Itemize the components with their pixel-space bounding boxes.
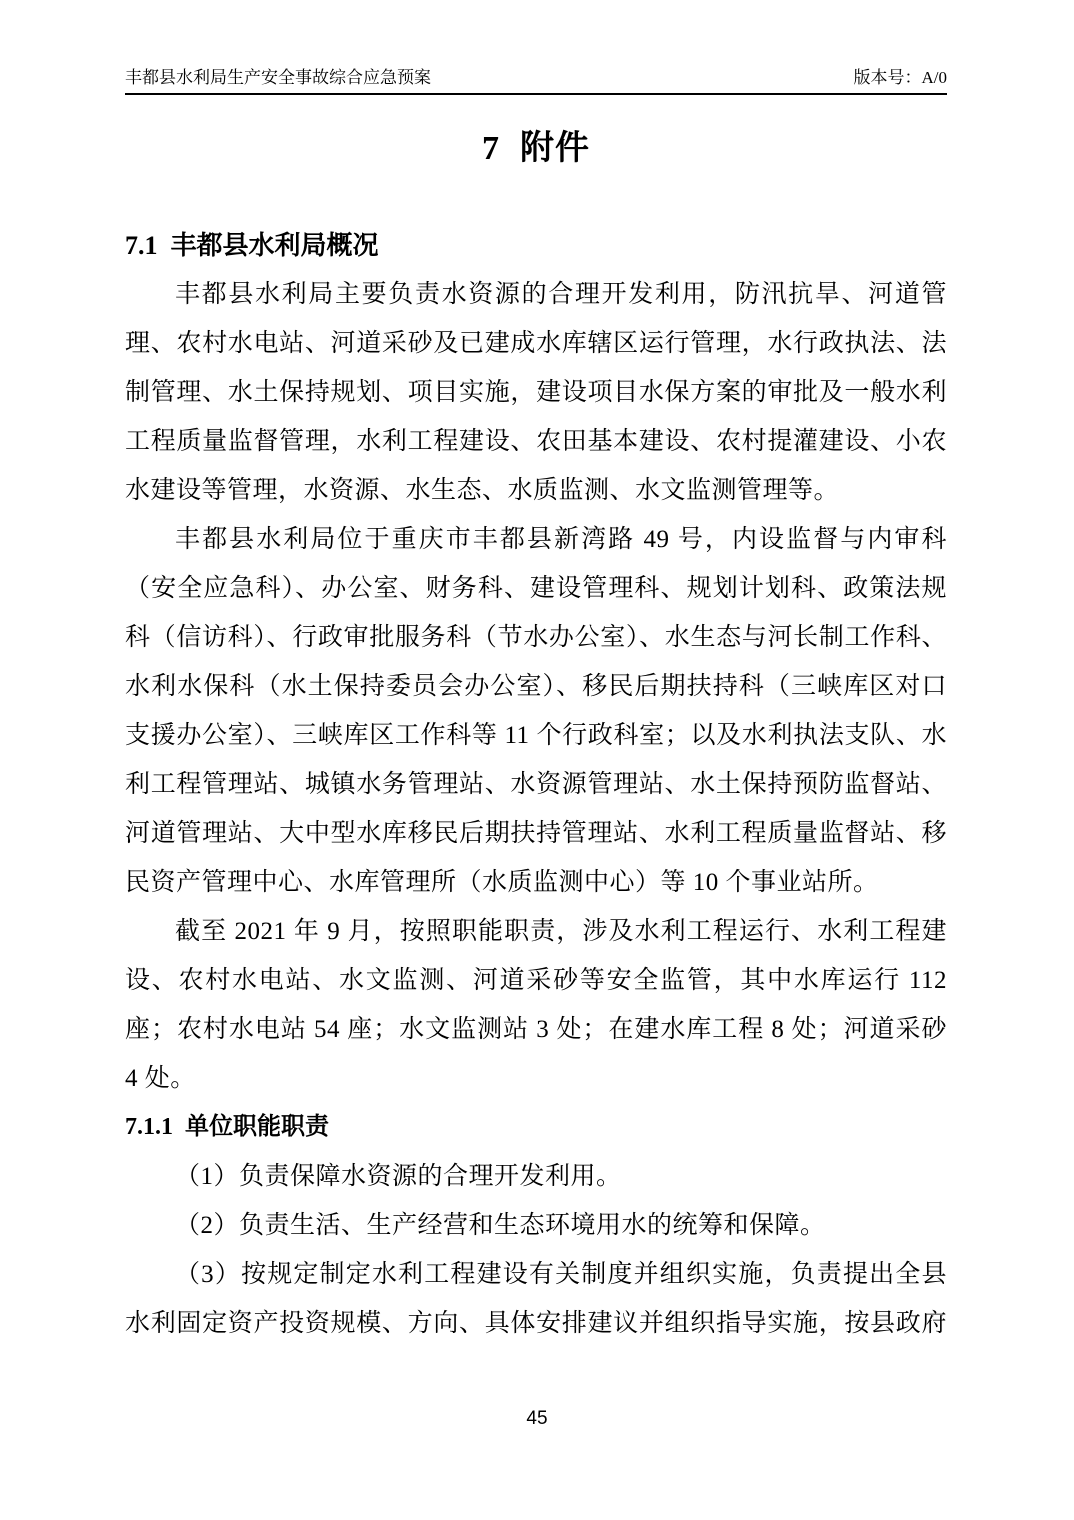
header-doc-title: 丰都县水利局生产安全事故综合应急预案 — [125, 68, 431, 87]
page-title — [125, 124, 947, 173]
list-item: （1）负责保障水资源的合理开发利用。 — [175, 1163, 622, 1190]
section-heading-7-1 — [125, 221, 947, 270]
header-version-label: 版本号：A/0 — [853, 68, 947, 87]
section-heading-7-1-1 — [125, 1103, 947, 1152]
page-title-number: 7 — [482, 130, 500, 167]
page-number: 45 — [526, 1408, 548, 1429]
section-number: 7.1 — [125, 231, 158, 260]
paragraph: 截至 2021 年 9 月，按照职能职责，涉及水利工程运行、水利工程建设、农村水电站、水文监测、河道采砂等安全监管，其中水库运行 112 座；农村水电站 54 座；水文监测站 3 处；在建水库工程 8 处；河道采砂 4 处。 — [125, 918, 947, 1092]
subsection-heading-text: 单位职能职责 — [185, 1114, 329, 1140]
list-item: （2）负责生活、生产经营和生态环境用水的统筹和保障。 — [175, 1212, 826, 1239]
section-heading-text: 丰都县水利局概况 — [170, 231, 379, 260]
paragraph: 丰都县水利局主要负责水资源的合理开发利用，防汛抗旱、河道管理、农村水电站、河道采砂及已建成水库辖区运行管理，水行政执法、法制管理、水土保持规划、项目实施，建设项目水保方案的审批及一般水利工程质量监督管理，水利工程建设、农田基本建设、农村提灌建设、小农水建设等管理，水资源、水生态、水质监测、水文监测管理等。 — [125, 281, 947, 504]
page-footer — [0, 1394, 1074, 1443]
paragraph: 丰都县水利局位于重庆市丰都县新湾路 49 号，内设监督与内审科（安全应急科）、办公室、财务科、建设管理科、规划计划科、政策法规科（信访科）、行政审批服务科（节水办公室）、水生态与河长制工作科、水利水保科（水土保持委员会办公室）、移民后期扶持科（三峡库区对口支援办公室）、三峡库区工作科等 11 个行政科室；以及水利执法支队、水利工程管理站、城镇水务管理站、水资源管理站、水土保持预防监督站、河道管理站、大中型水库移民后期扶持管理站、水利工程质量监督站、移民资产管理中心、水库管理所（水质监测中心）等 10 个事业站所。 — [125, 526, 947, 896]
page-header — [125, 66, 947, 95]
page-title-text: 附件 — [520, 130, 590, 167]
subsection-number: 7.1.1 — [125, 1114, 173, 1140]
document-body — [125, 124, 947, 1348]
list-item: （3）按规定制定水利工程建设有关制度并组织实施，负责提出全县水利固定资产投资规模、方向、具体安排建议并组织指导实施，按县政府 — [125, 1261, 947, 1337]
